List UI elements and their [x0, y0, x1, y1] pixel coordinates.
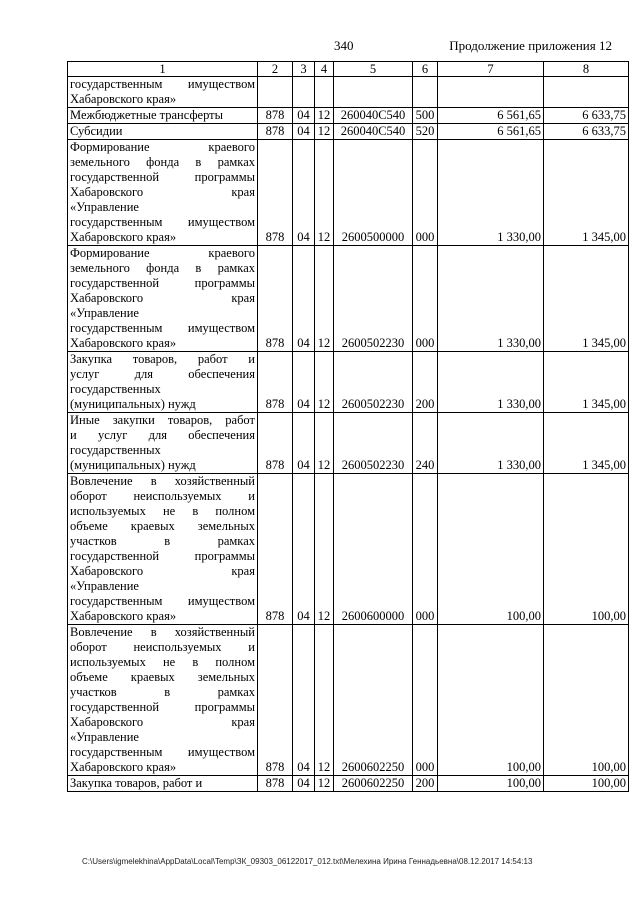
table-row: [68, 413, 629, 474]
expense-type-cell: [413, 77, 438, 108]
row-name-line: (муниципальных) нужд: [70, 397, 196, 411]
expense-type-cell: 240: [413, 413, 438, 474]
section-cell: [293, 77, 315, 108]
amount-col7-cell: 100,00: [438, 776, 544, 792]
column-header-3: 3: [293, 62, 315, 77]
target-article-cell: [334, 77, 413, 108]
column-header-7: 7: [438, 62, 544, 77]
amount-col7-cell: [438, 77, 544, 108]
amount-col8-cell: 6 633,75: [544, 108, 629, 124]
amount-col8-cell: 1 345,00: [544, 352, 629, 413]
section-cell: 04: [293, 140, 315, 246]
file-path-footer: C:\Users\igmelekhina\AppData\Local\Temp\ЗК_09303_06122017_012.txt\Мелехина Ирина Геннадьевна\08.12.2017 14:54:13: [82, 857, 533, 866]
table-row: [68, 124, 629, 140]
amount-col7-cell: 6 561,65: [438, 124, 544, 140]
expense-type-cell: 200: [413, 352, 438, 413]
expense-type-cell: 520: [413, 124, 438, 140]
admin-code-cell: 878: [258, 625, 293, 776]
target-article-cell: 2600502230: [334, 246, 413, 352]
row-name-line: Вовлечение в хозяйственный: [70, 625, 255, 639]
amount-col7-cell: 100,00: [438, 474, 544, 625]
row-name-cell: [68, 413, 258, 474]
target-article-cell: 2600600000: [334, 474, 413, 625]
amount-col7-cell: 1 330,00: [438, 246, 544, 352]
row-name-cell: [68, 108, 258, 124]
amount-col8-cell: 100,00: [544, 625, 629, 776]
subsection-cell: 12: [315, 474, 334, 625]
table-row: [68, 776, 629, 792]
row-name-line: Хабаровского края: [70, 715, 255, 729]
admin-code-cell: 878: [258, 246, 293, 352]
row-name-line: «Управление: [70, 306, 139, 320]
table-row: [68, 352, 629, 413]
column-header-8: 8: [544, 62, 629, 77]
row-name-cell: [68, 625, 258, 776]
column-header-5: 5: [334, 62, 413, 77]
row-name-line: государственной программы: [70, 549, 255, 563]
target-article-cell: 2600500000: [334, 140, 413, 246]
row-name-line: Хабаровского края»: [70, 760, 177, 774]
row-name-cell: [68, 77, 258, 108]
row-name-line: «Управление: [70, 579, 139, 593]
row-name-line: государственной программы: [70, 700, 255, 714]
column-header-row: [68, 62, 629, 77]
target-article-cell: 260040С540: [334, 124, 413, 140]
subsection-cell: 12: [315, 246, 334, 352]
subsection-cell: 12: [315, 625, 334, 776]
row-name-line: государственных: [70, 443, 161, 457]
amount-col7-cell: 1 330,00: [438, 140, 544, 246]
amount-col8-cell: 1 345,00: [544, 140, 629, 246]
row-name-line: государственным имуществом: [70, 321, 255, 335]
row-name-line: объеме краевых земельных: [70, 670, 255, 684]
row-name-line: Субсидии: [70, 124, 123, 138]
subsection-cell: 12: [315, 352, 334, 413]
row-name-cell: [68, 474, 258, 625]
table-row: [68, 246, 629, 352]
target-article-cell: 2600602250: [334, 776, 413, 792]
expense-type-cell: 000: [413, 625, 438, 776]
row-name-line: Закупка товаров, работ и: [70, 352, 255, 366]
section-cell: 04: [293, 124, 315, 140]
admin-code-cell: 878: [258, 124, 293, 140]
subsection-cell: 12: [315, 776, 334, 792]
admin-code-cell: 878: [258, 352, 293, 413]
row-name-line: Хабаровского края»: [70, 92, 177, 106]
row-name-cell: [68, 246, 258, 352]
target-article-cell: 260040С540: [334, 108, 413, 124]
amount-col8-cell: 100,00: [544, 474, 629, 625]
column-header-4: 4: [315, 62, 334, 77]
amount-col8-cell: 1 345,00: [544, 246, 629, 352]
admin-code-cell: 878: [258, 140, 293, 246]
row-name-line: Хабаровского края»: [70, 609, 177, 623]
row-name-line: земельного фонда в рамках: [70, 155, 255, 169]
amount-col7-cell: 1 330,00: [438, 413, 544, 474]
amount-col7-cell: 6 561,65: [438, 108, 544, 124]
subsection-cell: 12: [315, 140, 334, 246]
table-row: [68, 77, 629, 108]
amount-col8-cell: [544, 77, 629, 108]
row-name-line: услуг для обеспечения: [70, 367, 255, 381]
column-header-6: 6: [413, 62, 438, 77]
amount-col7-cell: 1 330,00: [438, 352, 544, 413]
subsection-cell: 12: [315, 413, 334, 474]
amount-col8-cell: 100,00: [544, 776, 629, 792]
row-name-line: государственной программы: [70, 170, 255, 184]
amount-col7-cell: 100,00: [438, 625, 544, 776]
budget-table: [67, 61, 629, 792]
row-name-line: Хабаровского края: [70, 291, 255, 305]
row-name-line: используемых не в полном: [70, 655, 255, 669]
table-body: [68, 77, 629, 792]
row-name-line: Хабаровского края»: [70, 336, 177, 350]
admin-code-cell: [258, 77, 293, 108]
row-name-line: Хабаровского края»: [70, 230, 177, 244]
row-name-line: участков в рамках: [70, 534, 255, 548]
continuation-label: Продолжение приложения 12: [449, 38, 612, 53]
row-name-line: государственных: [70, 382, 161, 396]
amount-col8-cell: 6 633,75: [544, 124, 629, 140]
row-name-line: «Управление: [70, 730, 139, 744]
amount-col8-cell: 1 345,00: [544, 413, 629, 474]
row-name-line: Формирование краевого: [70, 246, 255, 260]
row-name-line: Формирование краевого: [70, 140, 255, 154]
expense-type-cell: 000: [413, 140, 438, 246]
section-cell: 04: [293, 413, 315, 474]
expense-type-cell: 500: [413, 108, 438, 124]
row-name-cell: [68, 352, 258, 413]
row-name-line: государственным имуществом: [70, 215, 255, 229]
target-article-cell: 2600502230: [334, 352, 413, 413]
admin-code-cell: 878: [258, 108, 293, 124]
expense-type-cell: 200: [413, 776, 438, 792]
table-row: [68, 108, 629, 124]
row-name-line: Закупка товаров, работ и: [70, 776, 203, 790]
section-cell: 04: [293, 776, 315, 792]
page-number: 340: [334, 38, 354, 53]
admin-code-cell: 878: [258, 413, 293, 474]
row-name-line: Хабаровского края: [70, 564, 255, 578]
section-cell: 04: [293, 108, 315, 124]
section-cell: 04: [293, 474, 315, 625]
row-name-line: земельного фонда в рамках: [70, 261, 255, 275]
table-row: [68, 474, 629, 625]
column-header-1: 1: [68, 62, 258, 77]
row-name-cell: [68, 776, 258, 792]
row-name-line: (муниципальных) нужд: [70, 458, 196, 472]
column-header-2: 2: [258, 62, 293, 77]
expense-type-cell: 000: [413, 474, 438, 625]
row-name-line: используемых не в полном: [70, 504, 255, 518]
row-name-line: оборот неиспользуемых и: [70, 489, 255, 503]
row-name-line: и услуг для обеспечения: [70, 428, 255, 442]
row-name-line: Иные закупки товаров, работ: [70, 413, 255, 427]
admin-code-cell: 878: [258, 474, 293, 625]
row-name-cell: [68, 124, 258, 140]
table-row: [68, 625, 629, 776]
subsection-cell: 12: [315, 124, 334, 140]
section-cell: 04: [293, 352, 315, 413]
section-cell: 04: [293, 625, 315, 776]
subsection-cell: 12: [315, 108, 334, 124]
row-name-line: государственным имуществом: [70, 77, 255, 91]
row-name-line: государственным имуществом: [70, 745, 255, 759]
admin-code-cell: 878: [258, 776, 293, 792]
row-name-cell: [68, 140, 258, 246]
row-name-line: Вовлечение в хозяйственный: [70, 474, 255, 488]
table-row: [68, 140, 629, 246]
target-article-cell: 2600602250: [334, 625, 413, 776]
section-cell: 04: [293, 246, 315, 352]
row-name-line: государственным имуществом: [70, 594, 255, 608]
row-name-line: объеме краевых земельных: [70, 519, 255, 533]
target-article-cell: 2600502230: [334, 413, 413, 474]
expense-type-cell: 000: [413, 246, 438, 352]
row-name-line: оборот неиспользуемых и: [70, 640, 255, 654]
row-name-line: Межбюджетные трансферты: [70, 108, 224, 122]
row-name-line: участков в рамках: [70, 685, 255, 699]
row-name-line: «Управление: [70, 200, 139, 214]
row-name-line: Хабаровского края: [70, 185, 255, 199]
subsection-cell: [315, 77, 334, 108]
row-name-line: государственной программы: [70, 276, 255, 290]
